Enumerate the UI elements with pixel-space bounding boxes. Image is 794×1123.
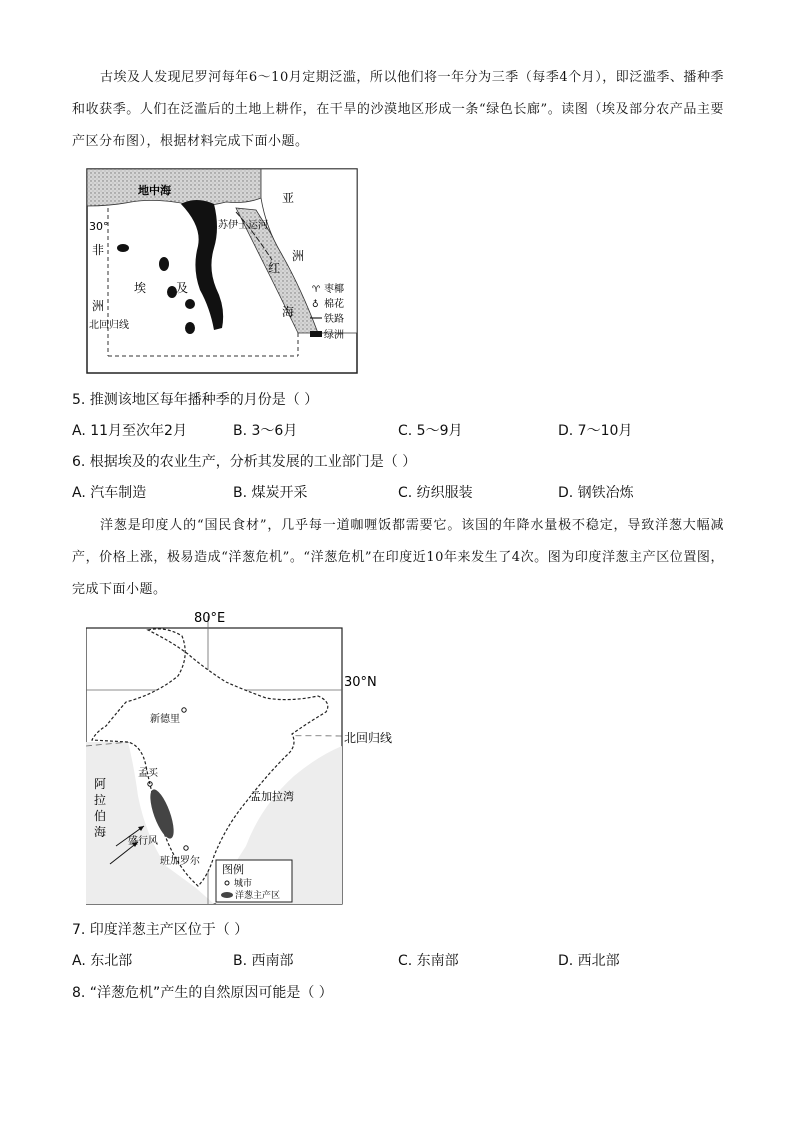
q5-option-b[interactable]: B. 3～6月 xyxy=(233,423,298,439)
cotton-icon: ♁ xyxy=(312,300,319,310)
q5-option-c[interactable]: C. 5～9月 xyxy=(398,423,463,439)
question-7-options xyxy=(72,951,732,971)
legend-oasis: 绿洲 xyxy=(324,330,344,341)
label-egypt-1: 埃 xyxy=(134,281,147,295)
q6-option-c[interactable]: C. 纺织服装 xyxy=(398,485,473,501)
question-6-options xyxy=(72,483,732,503)
label-bay-of-bengal: 孟加拉湾 xyxy=(250,790,294,803)
label-africa-2: 洲 xyxy=(92,299,105,313)
legend-onion-area: 洋葱主产区 xyxy=(235,891,281,901)
egypt-map xyxy=(86,168,358,374)
date-palm-icon: ♈ xyxy=(312,285,321,295)
india-map-legend xyxy=(216,860,292,902)
legend-railway: 铁路 xyxy=(324,314,344,325)
q6-option-b[interactable]: B. 煤炭开采 xyxy=(233,485,308,501)
label-bangalore: 班加罗尔 xyxy=(160,856,200,867)
q5-option-d[interactable]: D. 7～10月 xyxy=(558,423,633,439)
question-7: 7. 印度洋葱主产区位于（ ） xyxy=(72,922,249,938)
question-5-options xyxy=(72,421,732,441)
legend-city: 城市 xyxy=(234,879,253,889)
label-suez: 苏伊士运河 xyxy=(218,220,268,231)
label-mumbai: 孟买 xyxy=(138,768,158,779)
label-arabian-2: 拉 xyxy=(94,793,107,807)
question-8: 8. “洋葱危机”产生的自然原因可能是（ ） xyxy=(72,985,333,1001)
q6-option-d[interactable]: D. 钢铁冶炼 xyxy=(558,485,634,501)
label-mediterranean: 地中海 xyxy=(138,184,171,197)
oasis-icon xyxy=(310,331,322,337)
q7-option-b[interactable]: B. 西南部 xyxy=(233,953,294,969)
label-monsoon: 盛行风 xyxy=(128,836,158,847)
passage-india: 洋葱是印度人的“国民食材”，几乎每一道咖喱饭都需要它。该国的年降水量极不稳定，导致洋葱大幅减产，价格上涨，极易造成“洋葱危机”。“洋葱危机”在印度近10年来发生了4次。图为印度洋葱主产区位置图，完成下面小题。 xyxy=(72,518,724,597)
label-arabian-1: 阿 xyxy=(94,777,107,791)
label-egypt-2: 及 xyxy=(176,281,189,295)
q7-option-c[interactable]: C. 东南部 xyxy=(398,953,459,969)
legend-date-palm: 枣椰 xyxy=(324,284,344,295)
q5-option-a[interactable]: A. 11月至次年2月 xyxy=(72,423,187,439)
label-asia-1: 亚 xyxy=(282,191,295,205)
label-30n: 30°N xyxy=(344,675,377,690)
label-tropic-1: 北回归线 xyxy=(89,320,129,331)
label-arabian-4: 海 xyxy=(94,825,107,839)
label-new-delhi: 新德里 xyxy=(150,714,180,725)
passage-egypt: 古埃及人发现尼罗河每年6～10月定期泛滥，所以他们将一年分为三季（每季4个月），即泛滥季、播种季和收获季。人们在泛滥后的土地上耕作，在干旱的沙漠地区形成一条“绿色长廊”。读图（埃及部分农产品主要产区分布图），根据材料完成下面小题。 xyxy=(72,70,724,149)
label-tropic-2: 北回归线 xyxy=(344,731,393,745)
label-redsea-2: 海 xyxy=(282,305,295,319)
question-5: 5. 推测该地区每年播种季的月份是（ ） xyxy=(72,392,319,408)
label-lat30: 30° xyxy=(89,220,109,233)
question-6: 6. 根据埃及的农业生产，分析其发展的工业部门是（ ） xyxy=(72,454,417,470)
onion-area-icon xyxy=(221,892,233,898)
q6-option-a[interactable]: A. 汽车制造 xyxy=(72,485,147,501)
label-asia-2: 洲 xyxy=(292,249,305,263)
q7-option-d[interactable]: D. 西北部 xyxy=(558,953,620,969)
label-africa-1: 非 xyxy=(92,243,105,257)
q7-option-a[interactable]: A. 东北部 xyxy=(72,953,133,969)
label-redsea-1: 红 xyxy=(268,261,281,275)
legend-cotton: 棉花 xyxy=(324,299,344,310)
legend-title: 图例 xyxy=(222,863,244,876)
label-arabian-3: 伯 xyxy=(94,809,107,823)
india-map xyxy=(86,606,402,910)
label-80e: 80°E xyxy=(194,611,226,626)
